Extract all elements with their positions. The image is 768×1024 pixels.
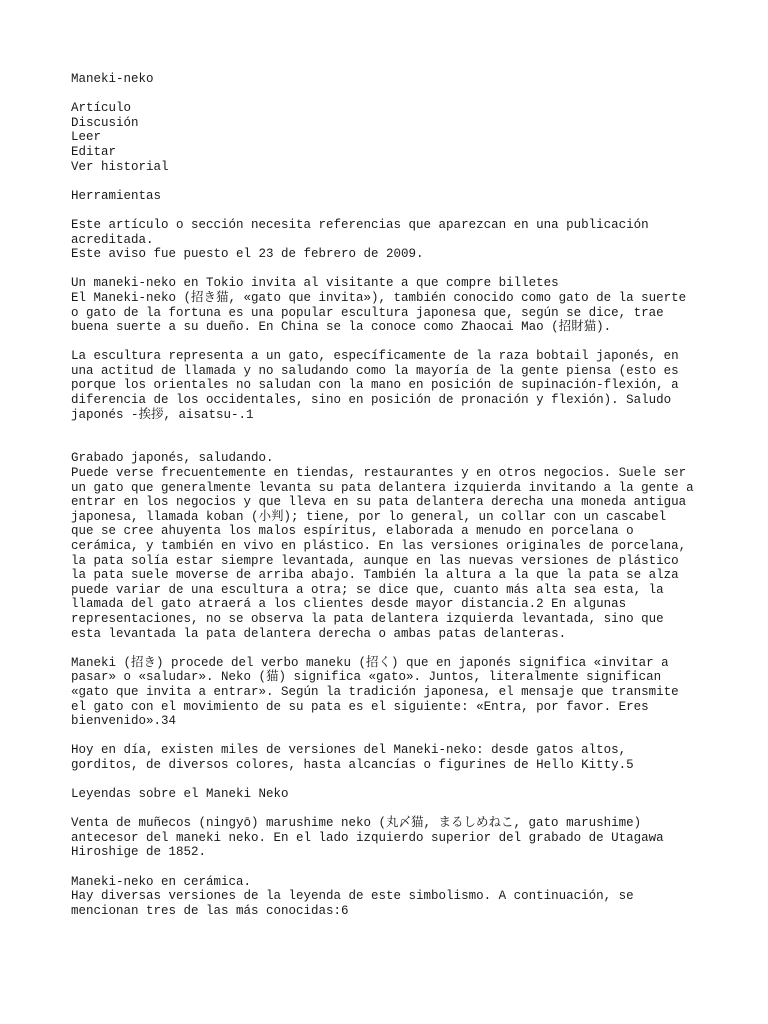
section-heading: Leyendas sobre el Maneki Neko — [71, 787, 289, 802]
nav-item-article[interactable]: Artículo — [71, 101, 132, 116]
nav-item-history[interactable]: Ver historial — [71, 159, 169, 174]
versions-paragraph — [71, 743, 711, 772]
legends-intro-paragraph — [71, 875, 711, 919]
article-nav — [71, 101, 711, 174]
etymology-paragraph — [71, 656, 711, 729]
paragraph-line: El Maneki-neko (招き猫, «gato que invita»), también conocido como gato de la suerte — [71, 290, 687, 305]
nav-item-discussion[interactable]: Discusión — [71, 115, 139, 130]
paragraph-line: pasar» o «saludar». Neko (猫) significa «gato». Juntos, literalmente significan — [71, 670, 662, 685]
paragraph-line: representaciones, no se observa la pata delantera izquierda levantada, sino que — [71, 611, 664, 626]
paragraph-line: bienvenido».34 — [71, 714, 177, 729]
paragraph-line: porque los orientales no saludan con la mano en posición de supinación-flexión, a — [71, 378, 679, 393]
paragraph-line: que se cree ahuyenta los malos espíritus, elaborada a menudo en porcelana o — [71, 524, 634, 539]
notice-line: acreditada. — [71, 232, 154, 247]
paragraph-line: el gato con el movimiento de su pata es el siguiente: «Entra, por favor. Eres — [71, 699, 649, 714]
paragraph-line: puede variar de una escultura a otra; se dice que, cuanto más alta sea esta, la — [71, 582, 664, 597]
image-caption: Grabado japonés, saludando. — [71, 451, 274, 466]
tools-block — [71, 189, 711, 204]
paragraph-line: esta levantada la pata delantera derecha o ambas patas delanteras. — [71, 626, 567, 641]
page-title: Maneki-neko — [71, 72, 154, 86]
intro-section — [71, 276, 711, 334]
nav-item-read[interactable]: Leer — [71, 130, 102, 145]
tools-menu[interactable]: Herramientas — [71, 188, 162, 203]
paragraph-line: Hay diversas versiones de la leyenda de este simbolismo. A continuación, se — [71, 889, 634, 904]
paragraph-line: entrar en los negocios y que lleva en su pata delantera derecha una moneda antigua — [71, 495, 687, 510]
nav-item-edit[interactable]: Editar — [71, 144, 117, 159]
description-paragraph — [71, 349, 711, 422]
paragraph-line: Hoy en día, existen miles de versiones del Maneki-neko: desde gatos altos, — [71, 743, 627, 758]
notice-line: Este artículo o sección necesita referencias que aparezcan en una publicación — [71, 217, 649, 232]
paragraph-line: Puede verse frecuentemente en tiendas, restaurantes y en otros negocios. Suele ser — [71, 466, 687, 481]
paragraph-line: antecesor del maneki neko. En el lado izquierdo superior del grabado de Utagawa — [71, 830, 664, 845]
notice-line: Este aviso fue puesto el 23 de febrero de 2009. — [71, 247, 424, 262]
paragraph-line: buena suerte a su dueño. En China se la conoce como Zhaocai Mao (招財猫). — [71, 320, 612, 335]
paragraph-line: Hiroshige de 1852. — [71, 845, 207, 860]
paragraph-line: una actitud de llamada y no saludando como la mayoría de la gente piensa (esto es — [71, 363, 679, 378]
paragraph-line: japonés -挨拶, aisatsu-.1 — [71, 407, 254, 422]
article-page — [71, 72, 711, 918]
image-caption: Maneki-neko en cerámica. — [71, 874, 252, 889]
paragraph-line: mencionan tres de las más conocidas:6 — [71, 903, 349, 918]
legends-heading-block — [71, 787, 711, 802]
usage-section — [71, 451, 711, 641]
title-block — [71, 72, 711, 87]
paragraph-line: un gato que generalmente levanta su pata delantera izquierda invitando a la gente a — [71, 480, 694, 495]
paragraph-line: «gato que invita a entrar». Según la tradición japonesa, el mensaje que transmite — [71, 684, 679, 699]
image-caption: Un maneki-neko en Tokio invita al visitante a que compre billetes — [71, 276, 559, 291]
paragraph-line: japonesa, llamada koban (小判); tiene, por lo general, un collar con un cascabel — [71, 509, 667, 524]
references-notice — [71, 218, 711, 262]
paragraph-line: diferencia de los occidentales, sino en posición de pronación y flexión). Saludo — [71, 393, 672, 408]
paragraph-line: La escultura representa a un gato, específicamente de la raza bobtail japonés, en — [71, 349, 679, 364]
paragraph-line: llamada del gato atraerá a los clientes desde mayor distancia.2 En algunas — [71, 597, 627, 612]
paragraph-line: Maneki (招き) procede del verbo maneku (招く) que en japonés significa «invitar a — [71, 655, 669, 670]
paragraph-line: gorditos, de diversos colores, hasta alcancías o figurines de Hello Kitty.5 — [71, 757, 634, 772]
paragraph-line: cerámica, y también en vivo en plástico. En las versiones originales de porcelana, — [71, 539, 687, 553]
paragraph-line: o gato de la fortuna es una popular escultura japonesa que, según se dice, trae — [71, 305, 664, 320]
paragraph-line: la pata suele moverse de arriba abajo. También la altura a la que la pata se alza — [71, 568, 679, 583]
marushime-paragraph — [71, 816, 711, 860]
paragraph-line: la pata solía estar siempre levantada, aunque en las nuevas versiones de plástico — [71, 553, 679, 568]
paragraph-line: Venta de muñecos (ningyō) marushime neko (丸〆猫, まるしめねこ, gato marushime) — [71, 816, 642, 831]
